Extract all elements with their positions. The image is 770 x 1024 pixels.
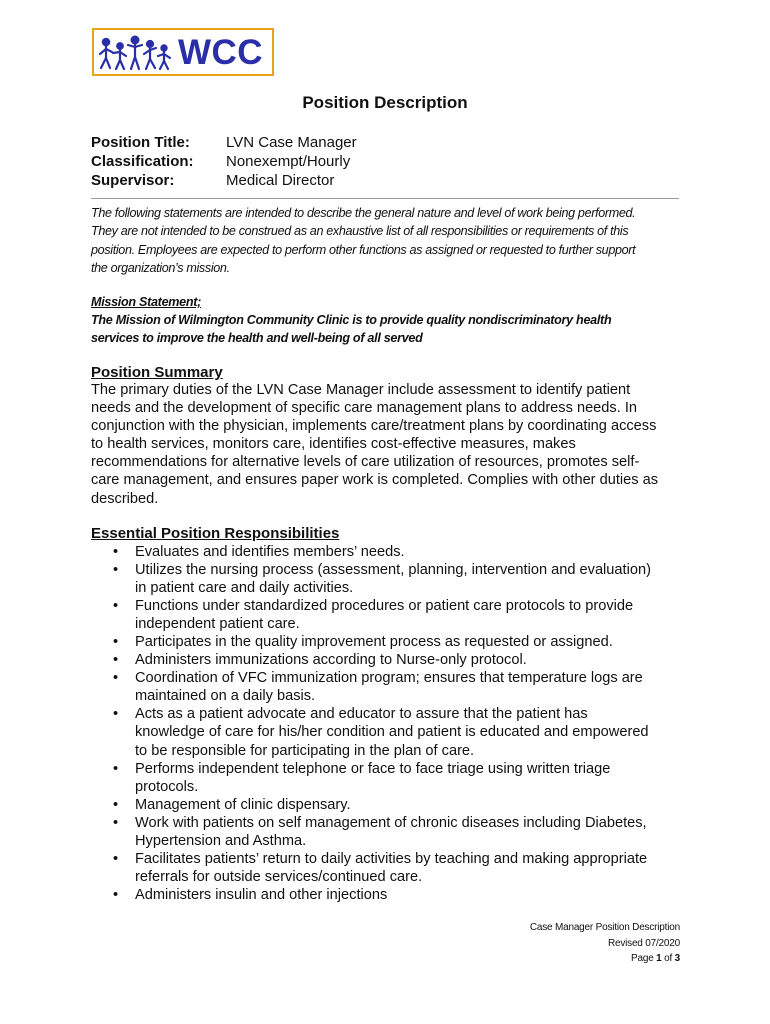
list-item: [91, 796, 691, 814]
list-item-line: Evaluates and identifies members’ needs.: [135, 544, 405, 560]
summary-paragraph: [91, 381, 691, 508]
list-item-line: maintained on a daily basis.: [135, 688, 316, 705]
meta-row-classification: [91, 152, 691, 171]
mission-line: The Mission of Wilmington Community Clinic is to provide quality nondiscriminatory health: [91, 313, 612, 327]
summary-line: needs and the development of specific care management plans to address needs. In: [91, 400, 637, 417]
list-item: [91, 669, 691, 705]
bullet-icon: •: [113, 562, 119, 579]
mission-statement: [91, 311, 691, 347]
page-total: 3: [674, 953, 680, 965]
list-item-line: Management of clinic dispensary.: [135, 796, 351, 813]
bullet-icon: •: [113, 670, 119, 687]
intro-line: position. Employees are expected to perform other functions as assigned or requested to further support: [91, 242, 636, 257]
page-title: Position Description: [302, 93, 468, 112]
bullet-icon: •: [113, 652, 119, 669]
list-item: [91, 760, 691, 796]
responsibilities-list: [91, 543, 691, 904]
summary-line: described.: [91, 490, 159, 507]
list-item: [91, 814, 691, 850]
footer-doc-name: Case Manager Position Description: [529, 922, 680, 933]
position-meta: [91, 133, 691, 190]
intro-paragraph: [91, 204, 691, 277]
list-item-line: protocols.: [135, 778, 199, 795]
bullet-icon: •: [113, 634, 119, 651]
summary-line: care management, and ensures paper work is completed. Complies with other duties as: [91, 472, 659, 489]
mission-heading: Mission Statement;: [91, 295, 202, 309]
list-item-line: Participates in the quality improvement process as requested or assigned.: [135, 634, 613, 651]
bullet-icon: •: [113, 544, 119, 560]
bullet-icon: •: [113, 598, 119, 615]
meta-label: Classification:: [91, 153, 194, 170]
meta-value: Nonexempt/Hourly: [226, 153, 351, 170]
list-item-line: Work with patients on self management of chronic diseases including Diabetes,: [135, 814, 647, 831]
list-item: [91, 651, 691, 669]
list-item-line: Performs independent telephone or face to face triage using written triage: [135, 760, 611, 777]
list-item-line: Utilizes the nursing process (assessment, planning, intervention and evaluation): [135, 562, 651, 579]
summary-line: recommendations for alternative levels of care utilization of resources, promotes self-: [91, 454, 640, 471]
list-item: [91, 633, 691, 651]
intro-line: The following statements are intended to describe the general nature and level of work being performed.: [91, 206, 636, 220]
list-item: [91, 597, 691, 633]
summary-line: to health services, monitors care, identifies cost-effective measures, makes: [91, 436, 576, 453]
intro-line: the organization’s mission.: [91, 260, 230, 275]
bullet-icon: •: [113, 760, 119, 777]
list-item-line: Administers immunizations according to Nurse-only protocol.: [135, 652, 527, 669]
wcc-logo: [92, 28, 274, 76]
list-item-line: in patient care and daily activities.: [135, 580, 354, 597]
page-mid: of: [661, 953, 675, 965]
responsibilities-heading: Essential Position Responsibilities: [91, 525, 340, 542]
bullet-icon: •: [113, 706, 119, 723]
logo-text: WCC: [178, 33, 264, 72]
list-item-line: Functions under standardized procedures or patient care protocols to provide: [135, 598, 634, 615]
list-item: [91, 705, 691, 759]
summary-heading: Position Summary: [91, 364, 223, 381]
summary-line: conjunction with the physician, implements care/treatment plans by coordinating access: [91, 418, 657, 435]
meta-row-supervisor: [91, 171, 691, 190]
bullet-icon: •: [113, 814, 119, 831]
list-item-line: referrals for outside services/continued care.: [135, 868, 423, 885]
list-item-line: Acts as a patient advocate and educator to assure that the patient has: [135, 706, 588, 723]
list-item-line: Facilitates patients’ return to daily activities by teaching and making appropriate: [135, 850, 648, 867]
meta-label: Supervisor:: [91, 172, 175, 189]
list-item: [91, 561, 691, 597]
list-item-line: knowledge of care for his/her condition and patient is educated and empowered: [135, 724, 649, 741]
list-item-line: Administers insulin and other injections: [135, 886, 388, 903]
list-item-line: Coordination of VFC immunization program; ensures that temperature logs are: [135, 670, 643, 687]
intro-line: They are not intended to be construed as an exhaustive list of all responsibilities or requirements of this: [91, 224, 629, 239]
footer-page-number: [530, 951, 680, 967]
meta-value: LVN Case Manager: [226, 134, 357, 151]
page-current: 1: [656, 953, 662, 965]
list-item: [91, 850, 691, 886]
bullet-icon: •: [113, 886, 119, 903]
family-figures-icon: [98, 34, 178, 72]
bullet-icon: •: [113, 850, 119, 867]
divider: [91, 198, 679, 199]
summary-line: The primary duties of the LVN Case Manager include assessment to identify patient: [91, 382, 631, 398]
meta-row-title: [91, 133, 691, 152]
page-footer: [530, 920, 680, 967]
bullet-icon: •: [113, 796, 119, 813]
meta-value: Medical Director: [226, 172, 335, 189]
list-item: [91, 543, 691, 561]
list-item-line: Hypertension and Asthma.: [135, 832, 307, 849]
meta-label: Position Title:: [91, 134, 190, 151]
list-item-line: independent patient care.: [135, 616, 300, 633]
page-prefix: Page: [631, 953, 657, 965]
list-item: [91, 886, 691, 904]
mission-line: services to improve the health and well-being of all served: [91, 331, 423, 345]
list-item-line: to be responsible for participating in the plan of care.: [135, 742, 475, 759]
footer-revised: Revised 07/2020: [607, 937, 680, 949]
